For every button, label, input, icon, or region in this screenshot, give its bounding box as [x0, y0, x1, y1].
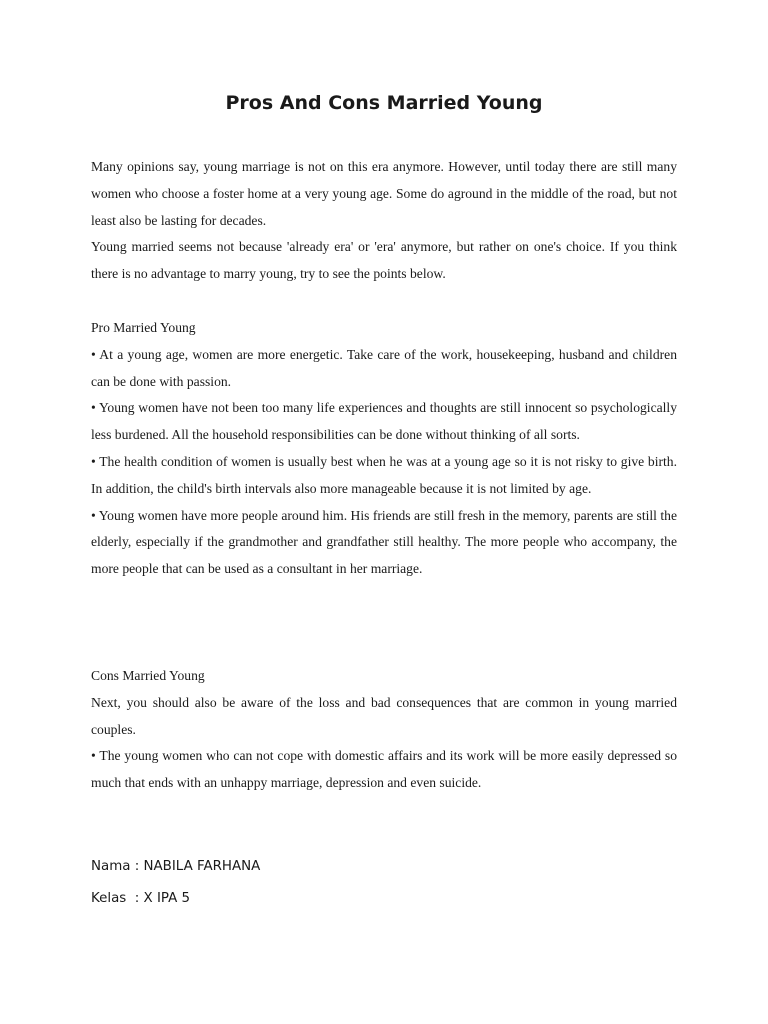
cons-heading: Cons Married Young: [91, 668, 205, 683]
cons-section: [91, 663, 677, 797]
intro-paragraph: Many opinions say, young marriage is not on this era anymore. However, until today there are still many women who choose a foster home at a very young age. Some do aground in the middle of the road, but not least also be lasting for decades.: [91, 159, 677, 228]
pro-point: • Young women have not been too many life experiences and thoughts are still innocent so psychologically less burdened. All the household responsibilities can be done without thinking of all sorts.: [91, 400, 677, 443]
cons-point: • The young women who can not cope with domestic affairs and its work will be more easily depressed so much that ends with an unhappy marriage, depression and even suicide.: [91, 748, 677, 791]
pro-point: • The health condition of women is usually best when he was at a young age so it is not risky to give birth. In addition, the child's birth intervals also more manageable because it is not limited by age.: [91, 453, 677, 496]
document-title: Pros And Cons Married Young: [225, 92, 543, 114]
intro-paragraph: Young married seems not because 'already era' or 'era' anymore, but rather on one's choice. If you think there is no advantage to marry young, try to see the points below.: [91, 239, 677, 282]
pro-point: • At a young age, women are more energetic. Take care of the work, housekeeping, husband and children can be done with passion.: [91, 346, 677, 389]
student-name: Nama : NABILA FARHANA: [91, 859, 261, 874]
student-class: Kelas : X IPA 5: [91, 891, 191, 906]
pro-heading: Pro Married Young: [91, 320, 196, 335]
cons-intro: Next, you should also be aware of the loss and bad consequences that are common in young married couples.: [91, 694, 677, 737]
pro-section: [91, 315, 677, 583]
pro-point: • Young women have more people around him. His friends are still fresh in the memory, parents are still the elderly, especially if the grandmother and grandfather still healthy. The more people who accompany, the more people that can be used as a consultant in her marriage.: [91, 507, 677, 577]
intro-section: [91, 154, 677, 288]
